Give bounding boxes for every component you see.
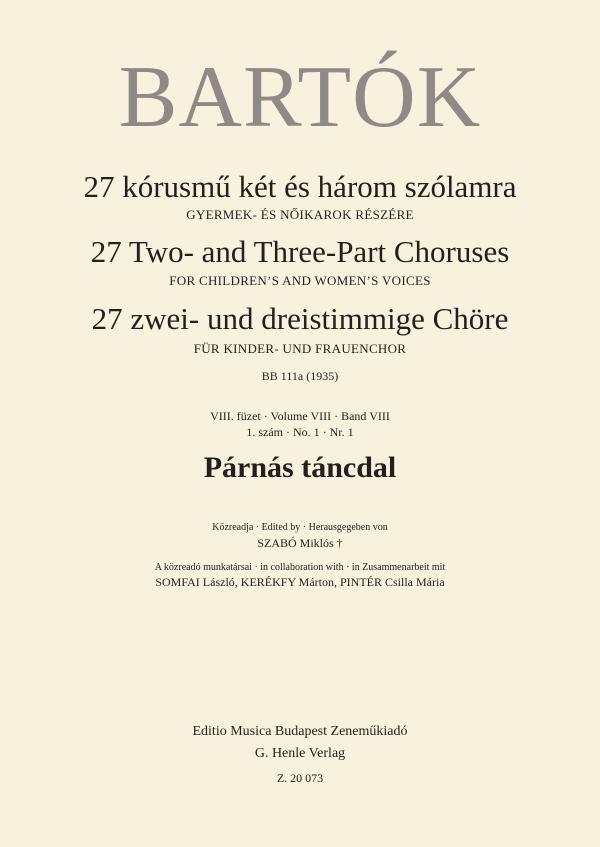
subtitle-german: FÜR KINDER- UND FRAUENCHOR [193, 341, 407, 356]
title-german: 27 zwei- und dreistimmige Chöre [91, 301, 509, 336]
piece-title: Párnás táncdal [203, 451, 397, 484]
catalog-designation: BB 111a (1935) [261, 369, 339, 383]
subtitle-english: FOR CHILDREN’S AND WOMEN’S VOICES [169, 273, 431, 288]
collaboration-label: A közreadó munkatársai · in collaboration with · in Zusammenarbeit mit [154, 562, 446, 573]
edited-by-label: Közreadja · Edited by · Herausgegeben von [212, 522, 388, 533]
collaborator-names: SOMFAI László, KERÉKFY Márton, PINTÉR Csilla Mária [155, 575, 445, 589]
title-hungarian: 27 kórusmű két és három szólamra [83, 169, 517, 204]
publisher-catalog-number: Z. 20 073 [276, 771, 324, 785]
editor-name: SZABÓ Miklós † [257, 536, 343, 550]
title-english: 27 Two- and Three-Part Choruses [90, 234, 510, 269]
volume-info: VIII. füzet · Volume VIII · Band VIII [210, 409, 390, 423]
publisher-emb: Editio Musica Budapest Zeneműkiadó [192, 724, 408, 739]
subtitle-hungarian: GYERMEK- ÉS NŐIKAROK RÉSZÉRE [186, 207, 414, 222]
number-info: 1. szám · No. 1 · Nr. 1 [246, 425, 354, 439]
composer-name: BARTÓK [118, 49, 482, 146]
publisher-henle: G. Henle Verlag [254, 746, 346, 761]
